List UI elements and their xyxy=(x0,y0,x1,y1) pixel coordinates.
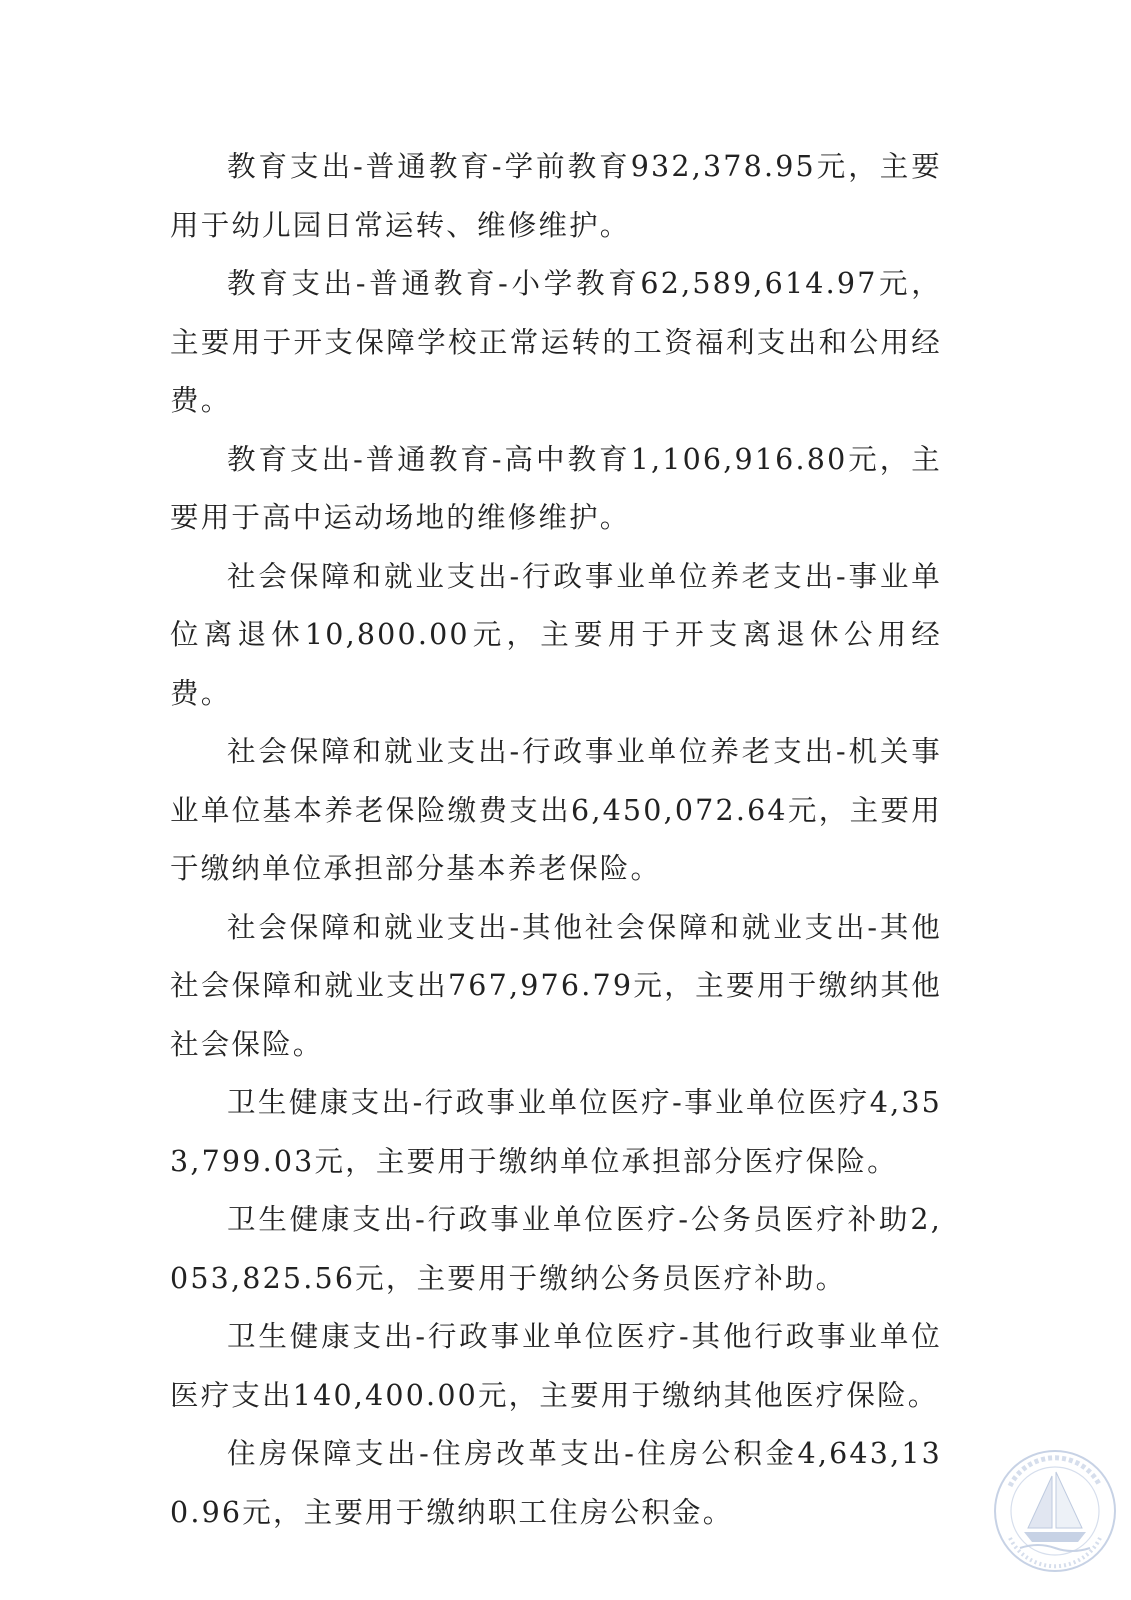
paragraph-other-social-security: 社会保障和就业支出-其他社会保障和就业支出-其他社会保障和就业支出767,976.79元，主要用于缴纳其他社会保险。 xyxy=(170,910,942,1061)
paragraph-retirement-expense: 社会保障和就业支出-行政事业单位养老支出-事业单位离退休10,800.00元，主要用于开支离退休公用经费。 xyxy=(170,559,942,710)
paragraph-civil-servant-medical: 卫生健康支出-行政事业单位医疗-公务员医疗补助2,053,825.56元，主要用于缴纳公务员医疗补助。 xyxy=(170,1203,942,1295)
school-seal-sailboat-icon xyxy=(990,1446,1120,1576)
document-body xyxy=(170,138,942,1542)
paragraph-pension-insurance: 社会保障和就业支出-行政事业单位养老支出-机关事业单位基本养老保险缴费支出6,450,072.64元，主要用于缴纳单位承担部分基本养老保险。 xyxy=(170,735,942,885)
paragraph-preschool-education: 教育支出-普通教育-学前教育932,378.95元，主要用于幼儿园日常运转、维修维护。 xyxy=(170,150,942,242)
paragraph-high-school-education: 教育支出-普通教育-高中教育1,106,916.80元，主要用于高中运动场地的维修维护。 xyxy=(170,442,942,534)
paragraph-primary-education: 教育支出-普通教育-小学教育62,589,614.97元，主要用于开支保障学校正常运转的工资福利支出和公用经费。 xyxy=(170,267,942,417)
paragraph-institution-medical: 卫生健康支出-行政事业单位医疗-事业单位医疗4,353,799.03元，主要用于缴纳单位承担部分医疗保险。 xyxy=(170,1086,942,1178)
paragraph-other-medical: 卫生健康支出-行政事业单位医疗-其他行政事业单位医疗支出140,400.00元，主要用于缴纳其他医疗保险。 xyxy=(170,1320,942,1412)
paragraph-housing-fund: 住房保障支出-住房改革支出-住房公积金4,643,130.96元，主要用于缴纳职工住房公积金。 xyxy=(170,1437,942,1529)
